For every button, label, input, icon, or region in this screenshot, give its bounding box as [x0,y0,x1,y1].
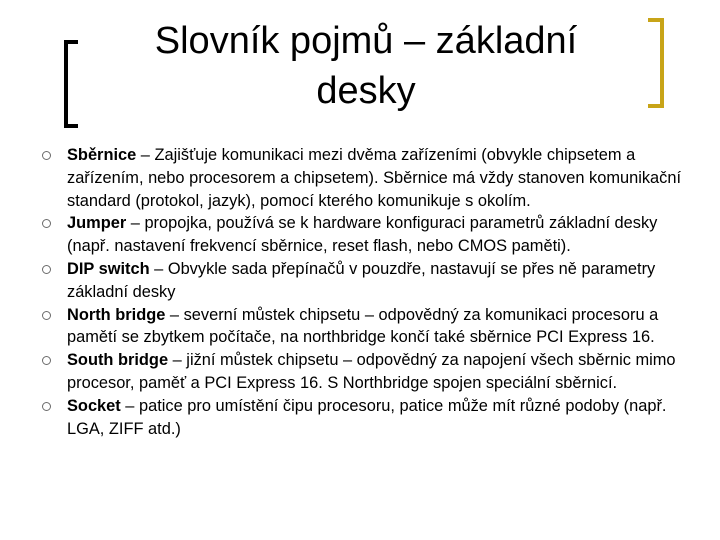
term-definition: – Obvykle sada přepínačů v pouzdře, nastavují se přes ně parametry základní desky [67,259,656,301]
list-item-north-bridge [40,304,700,350]
slide-title [96,16,636,116]
left-bracket-decoration [64,40,78,128]
circle-bullet-icon [42,356,51,365]
term-definition: – severní můstek chipsetu – odpovědný za komunikaci procesoru a pamětí se zbytkem počítače, na northbridge končí také sběrnice PCI Express 16. [67,305,659,347]
circle-bullet-icon [42,311,51,320]
term-definition: – Zajišťuje komunikaci mezi dvěma zařízeními (obvykle chipsetem a zařízením, nebo procesorem a chipsetem). Sběrnice má vždy stanoven komunikační standard (protokol, jazyk), pomocí kterého komunikuje s okolím. [67,146,682,210]
term-label: DIP switch [67,259,150,278]
term-definition: – propojka, používá se k hardware konfiguraci parametrů základní desky (např. nastavení frekvencí sběrnice, reset flash, nebo CMOS paměti). [67,214,658,256]
list-item-sbernice [40,144,700,212]
circle-bullet-icon [42,265,51,274]
slide-title-line-1: Slovník pojmů – základní [154,20,578,62]
glossary-list [40,144,700,440]
term-definition: – patice pro umístění čipu procesoru, patice může mít různé podoby (např. LGA, ZIFF atd.) [67,396,667,438]
term-label: Socket [67,396,121,415]
circle-bullet-icon [42,402,51,411]
term-label: Sběrnice [67,146,137,164]
list-item-south-bridge [40,349,700,395]
circle-bullet-icon [42,151,51,160]
list-item-dip-switch [40,258,700,304]
list-item-socket [40,395,700,441]
term-definition: – jižní můstek chipsetu – odpovědný za napojení všech sběrnic mimo procesor, paměť a PCI Express 16. S Northbridge spojen speciální sběrnicí. [67,351,676,392]
list-item-jumper [40,212,700,258]
circle-bullet-icon [42,219,51,228]
term-label: South bridge [67,351,169,370]
term-label: North bridge [67,305,166,324]
slide-title-line-2: desky [316,70,416,112]
right-bracket-decoration [648,18,664,108]
term-label: Jumper [67,214,127,233]
